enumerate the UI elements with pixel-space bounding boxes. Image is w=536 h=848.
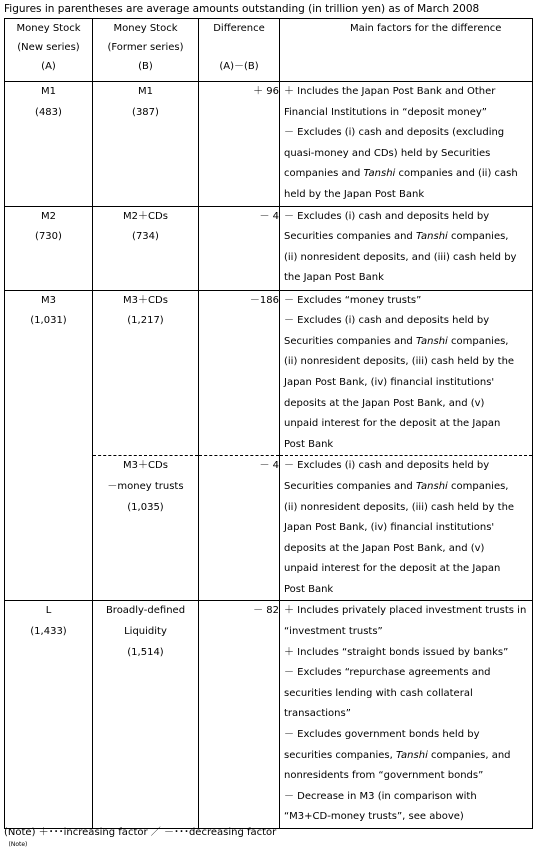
header-a-line-3: (A) bbox=[41, 61, 56, 72]
factor-line: “investment trusts” bbox=[284, 626, 383, 638]
factor-line: － Decrease in M3 (in comparison with bbox=[284, 790, 477, 802]
cell-m3-cds-factors bbox=[280, 290, 533, 456]
m3-mt-factors-list bbox=[280, 456, 532, 600]
cell-l-factors bbox=[280, 601, 533, 829]
row-m1 bbox=[5, 82, 533, 207]
cell-m2-difference: － 4 bbox=[199, 206, 280, 290]
l-new-amount: (1,433) bbox=[30, 626, 67, 638]
header-new-series bbox=[5, 19, 93, 82]
header-row bbox=[5, 19, 533, 82]
header-difference bbox=[199, 19, 280, 82]
m1-new-label: M1 bbox=[41, 86, 56, 97]
factor-line: Japan Post Bank, (iv) financial institutions' bbox=[284, 522, 495, 534]
header-former-series bbox=[93, 19, 199, 82]
m3-mt-label: M3＋CDs bbox=[123, 460, 168, 472]
m1-former-label: M1 bbox=[138, 86, 153, 97]
cell-m1-former bbox=[93, 82, 199, 207]
factor-line: companies and Tanshi companies and (ii) cash bbox=[284, 168, 518, 180]
header-b-line-3: (B) bbox=[138, 61, 153, 72]
factor-line: ＋ Includes the Japan Post Bank and Other bbox=[284, 86, 496, 97]
cell-l-former bbox=[93, 601, 199, 829]
header-factors-text: Main factors for the difference bbox=[350, 23, 502, 34]
factor-line: (ii) nonresident deposits, (iii) cash held by the bbox=[284, 501, 515, 513]
m2-former-amount: (734) bbox=[132, 231, 159, 243]
factor-line: Post Bank bbox=[284, 438, 334, 450]
header-diff-line-1: Difference bbox=[213, 23, 265, 34]
table-caption: Figures in parentheses are average amounts outstanding (in trillion yen) as of March 2008 bbox=[4, 3, 480, 15]
m3-cds-label: M3＋CDs bbox=[123, 294, 168, 306]
cell-m3-money-trusts-former bbox=[93, 456, 199, 601]
factor-line: transactions” bbox=[284, 708, 351, 720]
factor-line: － Excludes (i) cash and deposits held by bbox=[284, 460, 490, 472]
m3-new-amount: (1,031) bbox=[30, 315, 67, 327]
cell-m2-factors bbox=[280, 206, 533, 290]
m2-new-label: M2 bbox=[41, 210, 56, 222]
header-diff-line-3: (A)－(B) bbox=[219, 61, 259, 72]
factor-line: (ii) nonresident deposits, and (iii) cash held by bbox=[284, 251, 517, 263]
cell-m3-new bbox=[5, 290, 93, 601]
row-m3-cds bbox=[5, 290, 533, 456]
factor-line: (ii) nonresident deposits, (iii) cash held by the bbox=[284, 356, 515, 368]
header-diff-spacer bbox=[199, 38, 279, 57]
factor-line: unpaid interest for the deposit at the Japan bbox=[284, 418, 501, 430]
l-former-label: Broadly-defined bbox=[105, 605, 186, 617]
m2-new-amount: (730) bbox=[35, 231, 62, 243]
m3-cds-factors-list bbox=[280, 291, 532, 456]
factor-line: Securities companies and Tanshi companies, bbox=[284, 231, 509, 243]
cell-l-new bbox=[5, 601, 93, 829]
header-b-line-1: Money Stock bbox=[113, 23, 178, 34]
m2-former-label: M2＋CDs bbox=[123, 210, 168, 222]
factor-line: Japan Post Bank, (iv) financial institutions' bbox=[284, 376, 495, 388]
factor-line: deposits at the Japan Post Bank, and (v) bbox=[284, 397, 485, 409]
l-former-amount: (1,514) bbox=[127, 646, 164, 658]
m3-mt-amount: (1,035) bbox=[127, 501, 164, 513]
cell-m3-cds-former bbox=[93, 290, 199, 456]
header-a-line-2: (New series) bbox=[17, 42, 80, 53]
cell-m3-money-trusts-factors bbox=[280, 456, 533, 601]
factor-line: － Excludes “repurchase agreements and bbox=[284, 667, 491, 679]
factor-line: ＋ Includes “straight bonds issued by banks” bbox=[284, 646, 509, 658]
factor-line: Securities companies and Tanshi companies, bbox=[284, 480, 509, 492]
factor-line: deposits at the Japan Post Bank, and (v) bbox=[284, 542, 485, 554]
cell-m2-former bbox=[93, 206, 199, 290]
factor-line: － Excludes “money trusts” bbox=[284, 294, 422, 306]
factor-line: Securities companies and Tanshi companies, bbox=[284, 335, 509, 347]
factor-line: － Excludes government bonds held by bbox=[284, 729, 480, 741]
l-former-label-2: Liquidity bbox=[124, 626, 167, 638]
footnote-legend: (Note) ＋･･･increasing factor ／ －･･･decreasing factor bbox=[4, 827, 277, 838]
factor-line: unpaid interest for the deposit at the Japan bbox=[284, 563, 501, 575]
factor-line: securities companies, Tanshi companies, and bbox=[284, 749, 511, 761]
row-l bbox=[5, 601, 533, 829]
m1-new-amount: (483) bbox=[35, 106, 62, 118]
header-b-line-2: (Former series) bbox=[107, 42, 184, 53]
l-factors-list bbox=[280, 601, 532, 828]
m3-new-label: M3 bbox=[41, 294, 56, 306]
cell-m1-difference: ＋ 96 bbox=[199, 82, 280, 207]
factor-line: Financial Institutions in “deposit money” bbox=[284, 106, 487, 118]
factor-line: securities lending with cash collateral bbox=[284, 687, 473, 699]
m2-factors-list bbox=[280, 207, 532, 289]
header-main-factors: Main factors for the difference (Note) bbox=[280, 19, 533, 82]
cell-m3-cds-difference: －186 bbox=[199, 290, 280, 456]
factor-line: － Excludes (i) cash and deposits held by bbox=[284, 210, 490, 222]
factor-line: the Japan Post Bank bbox=[284, 272, 384, 284]
m1-former-amount: (387) bbox=[132, 106, 159, 118]
m1-factors-list bbox=[280, 82, 532, 206]
factor-line: － Excludes (i) cash and deposits (excluding bbox=[284, 127, 505, 139]
factor-line: nonresidents from “government bonds” bbox=[284, 770, 484, 782]
factor-line: Post Bank bbox=[284, 583, 334, 595]
factor-line: “M3+CD-money trusts”, see above) bbox=[284, 811, 464, 823]
row-m2 bbox=[5, 206, 533, 290]
cell-l-difference: － 82 bbox=[199, 601, 280, 829]
cell-m3-money-trusts-difference: － 4 bbox=[199, 456, 280, 601]
header-a-line-1: Money Stock bbox=[16, 23, 81, 34]
m3-mt-label-2: －money trusts bbox=[107, 480, 184, 492]
m3-cds-amount: (1,217) bbox=[127, 315, 164, 327]
factor-line: held by the Japan Post Bank bbox=[284, 188, 425, 200]
cell-m2-new bbox=[5, 206, 93, 290]
factor-line: ＋ Includes privately placed investment trusts in bbox=[284, 605, 527, 617]
cell-m1-new bbox=[5, 82, 93, 207]
l-new-label: L bbox=[45, 605, 52, 617]
factor-line: － Excludes (i) cash and deposits held by bbox=[284, 315, 490, 327]
factor-line: quasi-money and CDs) held by Securities bbox=[284, 147, 491, 159]
cell-m1-factors bbox=[280, 82, 533, 207]
